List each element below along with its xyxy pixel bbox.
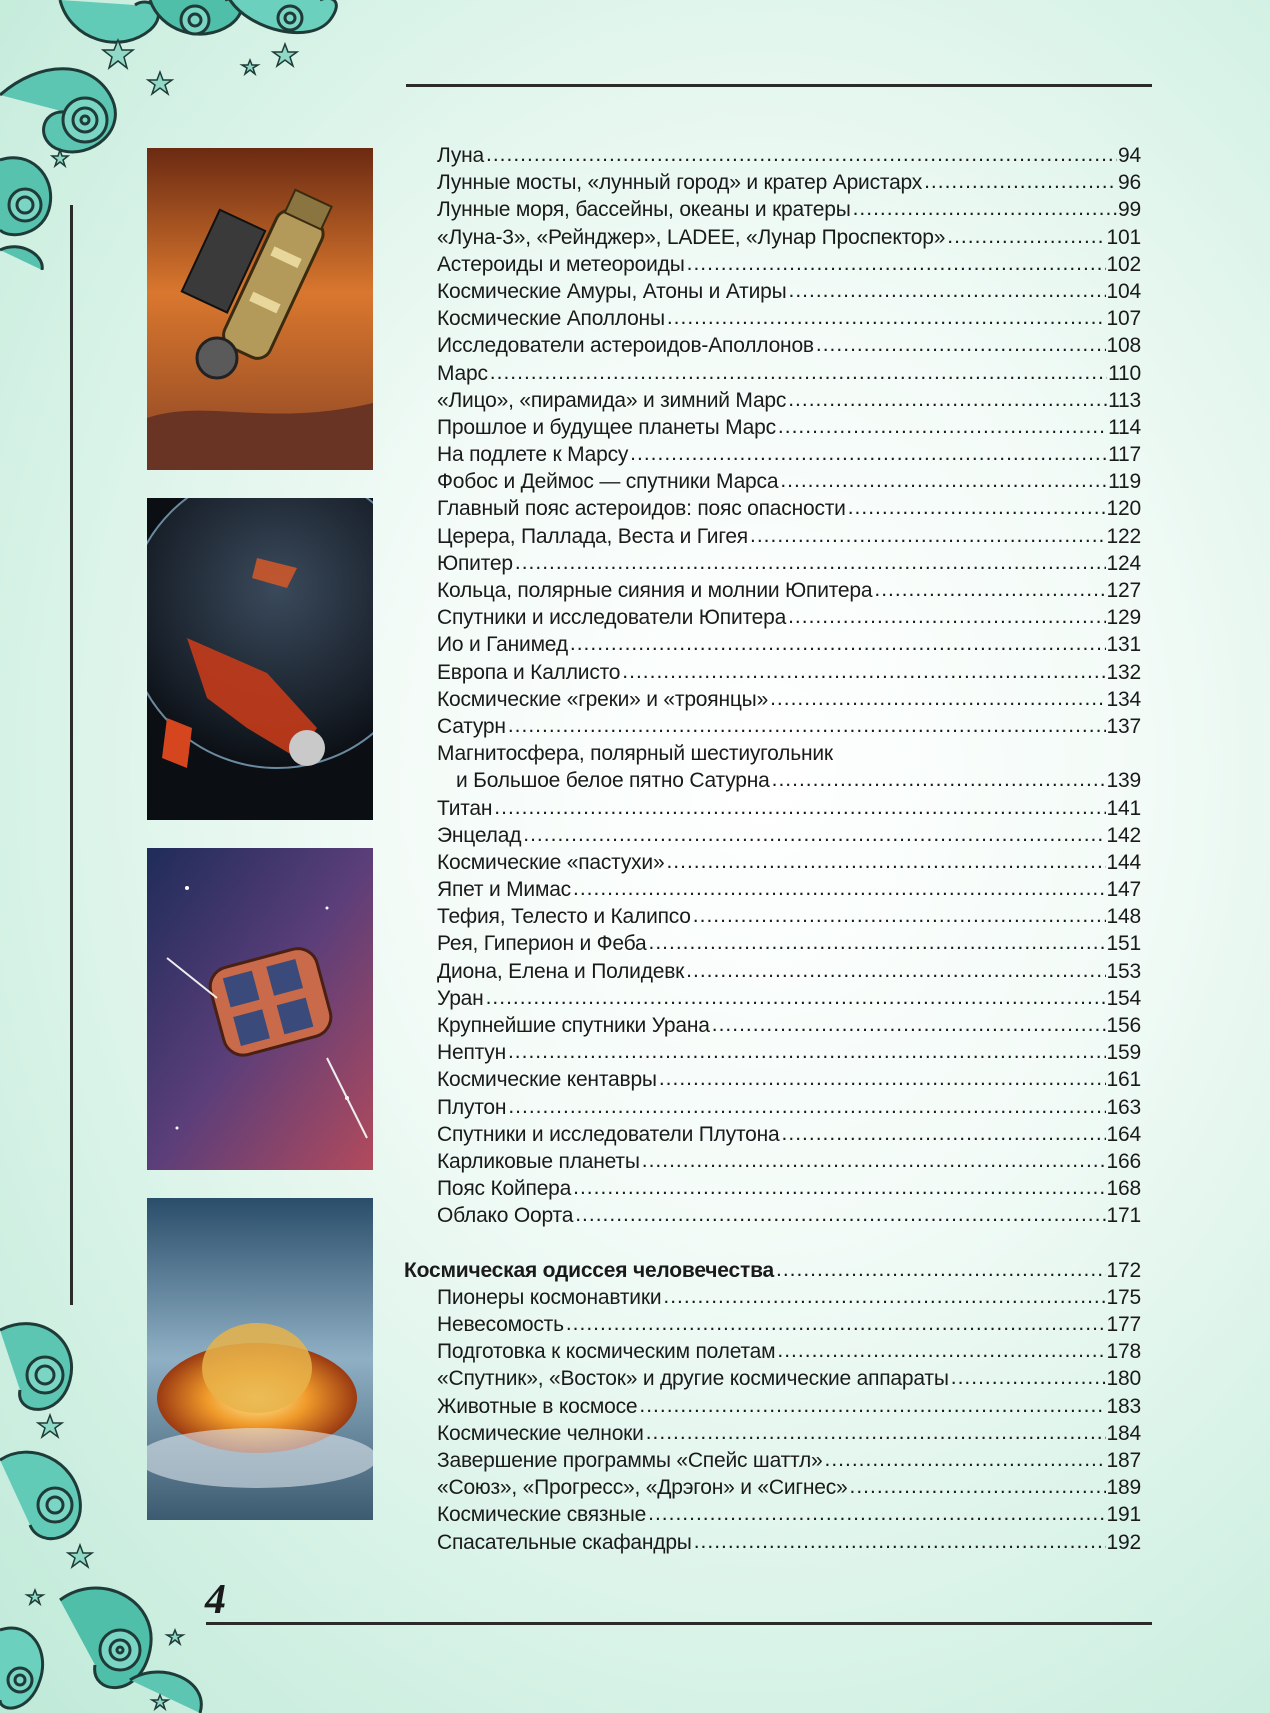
toc-entry bbox=[404, 1012, 1141, 1039]
toc-entry-page: 144 bbox=[1106, 850, 1141, 874]
toc-entry bbox=[404, 196, 1141, 223]
toc-entry-title: Рея, Гиперион и Феба bbox=[437, 932, 647, 956]
toc-entry-page: 122 bbox=[1106, 524, 1141, 548]
toc-entry bbox=[404, 1284, 1141, 1311]
toc-entry-page: 163 bbox=[1106, 1095, 1141, 1119]
toc-entry bbox=[404, 1039, 1141, 1066]
toc-leader-dots bbox=[850, 1473, 1106, 1500]
toc-entry-title: Энцелад bbox=[437, 823, 522, 847]
toc-entry-title: Подготовка к космическим полетам bbox=[437, 1340, 776, 1364]
toc-entry-page: 127 bbox=[1106, 579, 1141, 602]
toc-entry-title: Диона, Елена и Полидевк bbox=[437, 959, 685, 983]
toc-entry-page: 187 bbox=[1106, 1449, 1141, 1472]
toc-entry-page: 101 bbox=[1106, 225, 1141, 249]
asteroid-impact-image bbox=[147, 1198, 373, 1520]
toc-entry-title: Астероиды и метеороиды bbox=[437, 252, 685, 276]
toc-entry bbox=[404, 142, 1141, 169]
toc-entry bbox=[404, 1501, 1141, 1528]
toc-entry bbox=[404, 1175, 1141, 1202]
toc-entry-title: Магнитосфера, полярный шестиугольник bbox=[437, 742, 833, 766]
toc-leader-dots bbox=[573, 875, 1106, 902]
toc-entry bbox=[404, 550, 1141, 577]
toc-entry bbox=[404, 604, 1141, 631]
toc-entry-page: 124 bbox=[1106, 551, 1141, 575]
toc-leader-dots bbox=[486, 141, 1117, 168]
toc-entry-title: Уран bbox=[437, 986, 484, 1010]
toc-entry-title: Пояс Койпера bbox=[437, 1177, 572, 1201]
toc-entry-title: Луна bbox=[437, 144, 484, 167]
toc-entry bbox=[404, 930, 1141, 957]
toc-entry-title: Космические челноки bbox=[437, 1421, 644, 1445]
toc-entry bbox=[404, 169, 1141, 196]
table-of-contents bbox=[404, 142, 1141, 1556]
toc-entry-title: Крупнейшие спутники Урана bbox=[437, 1014, 710, 1037]
toc-entry-title: «Луна-3», «Рейнджер», LADEE, «Лунар Проспектор» bbox=[437, 225, 946, 249]
toc-entry bbox=[404, 251, 1141, 278]
toc-entry bbox=[404, 958, 1141, 985]
toc-leader-dots bbox=[649, 929, 1106, 956]
toc-entry-page: 191 bbox=[1106, 1503, 1141, 1527]
toc-entry-title: «Лицо», «пирамида» и зимний Марс bbox=[437, 388, 787, 412]
toc-entry-title: Нептун bbox=[437, 1041, 506, 1065]
toc-entry-title: и Большое белое пятно Сатурна bbox=[456, 769, 770, 793]
toc-entry-title: Невесомость bbox=[437, 1313, 564, 1337]
toc-entry-page: 119 bbox=[1108, 470, 1141, 494]
toc-leader-dots bbox=[788, 277, 1105, 304]
toc-entry-page: 132 bbox=[1106, 660, 1141, 684]
toc-leader-dots bbox=[693, 902, 1106, 929]
toc-entry-page: 104 bbox=[1106, 279, 1141, 303]
toc-entry-page: 175 bbox=[1106, 1285, 1141, 1309]
toc-entry-title: Космическая одиссея человечества bbox=[404, 1258, 774, 1282]
toc-leader-dots bbox=[788, 603, 1105, 630]
toc-leader-dots bbox=[659, 1065, 1106, 1092]
toc-entry bbox=[404, 1365, 1141, 1392]
toc-entry-page: 94 bbox=[1118, 144, 1141, 167]
bottom-rule bbox=[206, 1622, 1152, 1625]
toc-entry bbox=[404, 740, 1141, 767]
toc-entry-page: 159 bbox=[1106, 1041, 1141, 1065]
toc-entry-title: Ио и Ганимед bbox=[437, 633, 568, 657]
toc-entry-title: Церера, Паллада, Веста и Гигея bbox=[437, 524, 748, 548]
toc-entry-title: Главный пояс астероидов: пояс опасности bbox=[437, 497, 846, 521]
toc-entry-page: 148 bbox=[1106, 905, 1141, 929]
exploding-planet-image bbox=[147, 498, 373, 820]
toc-entry-title: «Спутник», «Восток» и другие космические аппараты bbox=[437, 1367, 949, 1391]
toc-entry-page: 137 bbox=[1106, 714, 1141, 738]
toc-entry-page: 117 bbox=[1108, 443, 1141, 467]
toc-entry-page: 114 bbox=[1108, 415, 1141, 439]
toc-leader-dots bbox=[508, 712, 1106, 739]
toc-entry-page: 120 bbox=[1106, 497, 1141, 521]
toc-entry-title: Пионеры космонавтики bbox=[437, 1285, 662, 1309]
toc-leader-dots bbox=[666, 848, 1105, 875]
toc-entry bbox=[404, 659, 1141, 686]
toc-entry-page: 168 bbox=[1106, 1177, 1141, 1201]
toc-entry bbox=[404, 1094, 1141, 1121]
toc-entry-title: Животные в космосе bbox=[437, 1394, 638, 1418]
toc-entry bbox=[404, 1393, 1141, 1420]
toc-chapter-heading bbox=[404, 1257, 1141, 1284]
toc-entry bbox=[404, 224, 1141, 251]
toc-entry-page: 147 bbox=[1106, 878, 1141, 902]
toc-leader-dots bbox=[508, 1038, 1106, 1065]
toc-spacer bbox=[404, 1230, 1141, 1257]
toc-entry-title: Космические Амуры, Атоны и Атиры bbox=[437, 279, 787, 303]
toc-leader-dots bbox=[778, 413, 1107, 440]
toc-entry bbox=[404, 360, 1141, 387]
toc-entry bbox=[404, 1202, 1141, 1229]
toc-entry bbox=[404, 523, 1141, 550]
toc-leader-dots bbox=[686, 957, 1105, 984]
toc-entry bbox=[404, 822, 1141, 849]
toc-entry-page: 178 bbox=[1106, 1340, 1141, 1364]
toc-entry bbox=[404, 332, 1141, 359]
toc-entry bbox=[404, 631, 1141, 658]
toc-entry bbox=[404, 795, 1141, 822]
toc-entry-title: Облако Оорта bbox=[437, 1204, 574, 1228]
toc-leader-dots bbox=[566, 1310, 1106, 1337]
toc-entry-title: Сатурн bbox=[437, 714, 506, 738]
toc-entry-page: 154 bbox=[1106, 986, 1141, 1010]
toc-entry-title: На подлете к Марсу bbox=[437, 443, 629, 467]
toc-entry-page: 189 bbox=[1106, 1476, 1141, 1500]
toc-entry-title: Космические «пастухи» bbox=[437, 850, 665, 874]
toc-entry-title: Космические связные bbox=[437, 1503, 647, 1527]
toc-entry-title: Марс bbox=[437, 361, 488, 385]
toc-entry-title: Фобос и Деймос — спутники Марса bbox=[437, 470, 779, 494]
toc-entry-page: 141 bbox=[1106, 796, 1141, 820]
toc-entry-title: Лунные моря, бассейны, океаны и кратеры bbox=[437, 198, 851, 222]
toc-leader-dots bbox=[667, 304, 1106, 331]
toc-leader-dots bbox=[687, 250, 1106, 277]
page-number: 4 bbox=[205, 1577, 226, 1623]
toc-entry-page: 171 bbox=[1106, 1204, 1141, 1228]
toc-entry-page: 166 bbox=[1106, 1149, 1141, 1173]
toc-entry-page: 96 bbox=[1118, 171, 1141, 195]
toc-entry bbox=[404, 876, 1141, 903]
toc-entry bbox=[404, 767, 1141, 794]
toc-entry-title: Космические кентавры bbox=[437, 1068, 657, 1092]
toc-entry-title: Кольца, полярные сияния и молнии Юпитера bbox=[437, 579, 873, 602]
toc-entry-page: 183 bbox=[1106, 1394, 1141, 1418]
toc-leader-dots bbox=[648, 1500, 1105, 1527]
toc-entry bbox=[404, 577, 1141, 604]
toc-entry bbox=[404, 849, 1141, 876]
satellite-in-nebula-image bbox=[147, 848, 373, 1170]
toc-entry-page: 108 bbox=[1106, 334, 1141, 358]
toc-entry-page: 129 bbox=[1106, 606, 1141, 630]
toc-entry bbox=[404, 903, 1141, 930]
toc-leader-dots bbox=[816, 331, 1106, 358]
toc-leader-dots bbox=[776, 1256, 1106, 1283]
toc-leader-dots bbox=[772, 766, 1106, 793]
toc-entry-title: Юпитер bbox=[437, 551, 513, 575]
toc-leader-dots bbox=[639, 1392, 1105, 1419]
toc-entry-page: 107 bbox=[1106, 307, 1141, 331]
toc-leader-dots bbox=[947, 223, 1105, 250]
toc-entry-title: Спасательные скафандры bbox=[437, 1530, 692, 1554]
toc-entry-title: Прошлое и будущее планеты Марс bbox=[437, 415, 776, 439]
toc-entry-page: 161 bbox=[1106, 1068, 1141, 1092]
toc-entry-title: Космические «греки» и «троянцы» bbox=[437, 687, 769, 711]
toc-entry bbox=[404, 468, 1141, 495]
toc-leader-dots bbox=[642, 1147, 1106, 1174]
toc-entry-page: 102 bbox=[1106, 252, 1141, 276]
toc-entry-title: Титан bbox=[437, 796, 493, 820]
toc-leader-dots bbox=[825, 1446, 1106, 1473]
toc-leader-dots bbox=[750, 522, 1106, 549]
toc-entry bbox=[404, 1447, 1141, 1474]
toc-leader-dots bbox=[712, 1011, 1106, 1038]
left-vertical-rule bbox=[70, 205, 73, 1305]
top-rule bbox=[406, 84, 1152, 87]
toc-entry-page: 99 bbox=[1118, 198, 1141, 222]
toc-leader-dots bbox=[630, 440, 1107, 467]
toc-entry bbox=[404, 985, 1141, 1012]
toc-leader-dots bbox=[622, 658, 1105, 685]
toc-entry-title: Спутники и исследователи Плутона bbox=[437, 1122, 780, 1146]
toc-leader-dots bbox=[780, 467, 1107, 494]
toc-entry-page: 177 bbox=[1106, 1313, 1141, 1337]
toc-leader-dots bbox=[523, 821, 1105, 848]
toc-leader-dots bbox=[490, 359, 1107, 386]
toc-entry-title: Япет и Мимас bbox=[437, 878, 571, 902]
toc-leader-dots bbox=[575, 1201, 1105, 1228]
toc-leader-dots bbox=[663, 1283, 1105, 1310]
toc-entry-title: Спутники и исследователи Юпитера bbox=[437, 606, 787, 630]
toc-leader-dots bbox=[515, 549, 1106, 576]
toc-entry bbox=[404, 305, 1141, 332]
toc-entry-page: 110 bbox=[1108, 361, 1141, 385]
toc-leader-dots bbox=[573, 1174, 1105, 1201]
toc-entry-title: Космические Аполлоны bbox=[437, 307, 665, 331]
toc-leader-dots bbox=[951, 1364, 1106, 1391]
toc-entry-title: Исследователи астероидов-Аполлонов bbox=[437, 334, 814, 358]
toc-entry bbox=[404, 495, 1141, 522]
toc-entry-page: 172 bbox=[1106, 1258, 1141, 1282]
toc-entry bbox=[404, 1474, 1141, 1501]
toc-entry-title: «Союз», «Прогресс», «Дрэгон» и «Сигнес» bbox=[437, 1476, 848, 1500]
toc-entry bbox=[404, 441, 1141, 468]
toc-entry bbox=[404, 1121, 1141, 1148]
toc-entry-title: Плутон bbox=[437, 1095, 507, 1119]
toc-entry-page: 180 bbox=[1106, 1367, 1141, 1391]
toc-entry-page: 131 bbox=[1106, 633, 1141, 657]
toc-entry-title: Лунные мосты, «лунный город» и кратер Аристарх bbox=[437, 171, 923, 195]
toc-entry bbox=[404, 1420, 1141, 1447]
toc-leader-dots bbox=[853, 195, 1117, 222]
toc-leader-dots bbox=[508, 1093, 1105, 1120]
toc-entry bbox=[404, 1066, 1141, 1093]
toc-entry-title: Карликовые планеты bbox=[437, 1149, 640, 1173]
toc-entry-page: 113 bbox=[1108, 388, 1141, 412]
spacecraft-over-mars-image bbox=[147, 148, 373, 470]
toc-entry-page: 151 bbox=[1106, 932, 1141, 956]
toc-leader-dots bbox=[874, 576, 1105, 603]
toc-leader-dots bbox=[570, 630, 1106, 657]
toc-entry-page: 142 bbox=[1106, 823, 1141, 847]
toc-leader-dots bbox=[646, 1419, 1106, 1446]
toc-entry-page: 134 bbox=[1106, 687, 1141, 711]
toc-entry-title: Тефия, Телесто и Калипсо bbox=[437, 905, 691, 929]
toc-entry-page: 139 bbox=[1106, 769, 1141, 793]
toc-entry-page: 153 bbox=[1106, 959, 1141, 983]
toc-entry bbox=[404, 278, 1141, 305]
toc-leader-dots bbox=[848, 494, 1106, 521]
toc-leader-dots bbox=[486, 984, 1106, 1011]
toc-entry-title: Европа и Каллисто bbox=[437, 660, 621, 684]
toc-leader-dots bbox=[924, 168, 1117, 195]
toc-entry-title: Завершение программы «Спейс шаттл» bbox=[437, 1449, 823, 1472]
toc-entry bbox=[404, 686, 1141, 713]
toc-leader-dots bbox=[694, 1528, 1106, 1555]
toc-leader-dots bbox=[782, 1120, 1106, 1147]
toc-leader-dots bbox=[788, 386, 1107, 413]
toc-entry-page: 184 bbox=[1106, 1421, 1141, 1445]
toc-entry-page: 192 bbox=[1106, 1530, 1141, 1554]
toc-entry bbox=[404, 1529, 1141, 1556]
toc-entry bbox=[404, 1311, 1141, 1338]
toc-leader-dots bbox=[494, 794, 1105, 821]
toc-entry bbox=[404, 1148, 1141, 1175]
toc-leader-dots bbox=[770, 685, 1105, 712]
toc-entry bbox=[404, 713, 1141, 740]
toc-entry bbox=[404, 387, 1141, 414]
toc-entry-page: 156 bbox=[1106, 1014, 1141, 1037]
toc-entry-page: 164 bbox=[1106, 1122, 1141, 1146]
toc-leader-dots bbox=[777, 1337, 1105, 1364]
toc-entry bbox=[404, 1338, 1141, 1365]
toc-entry bbox=[404, 414, 1141, 441]
